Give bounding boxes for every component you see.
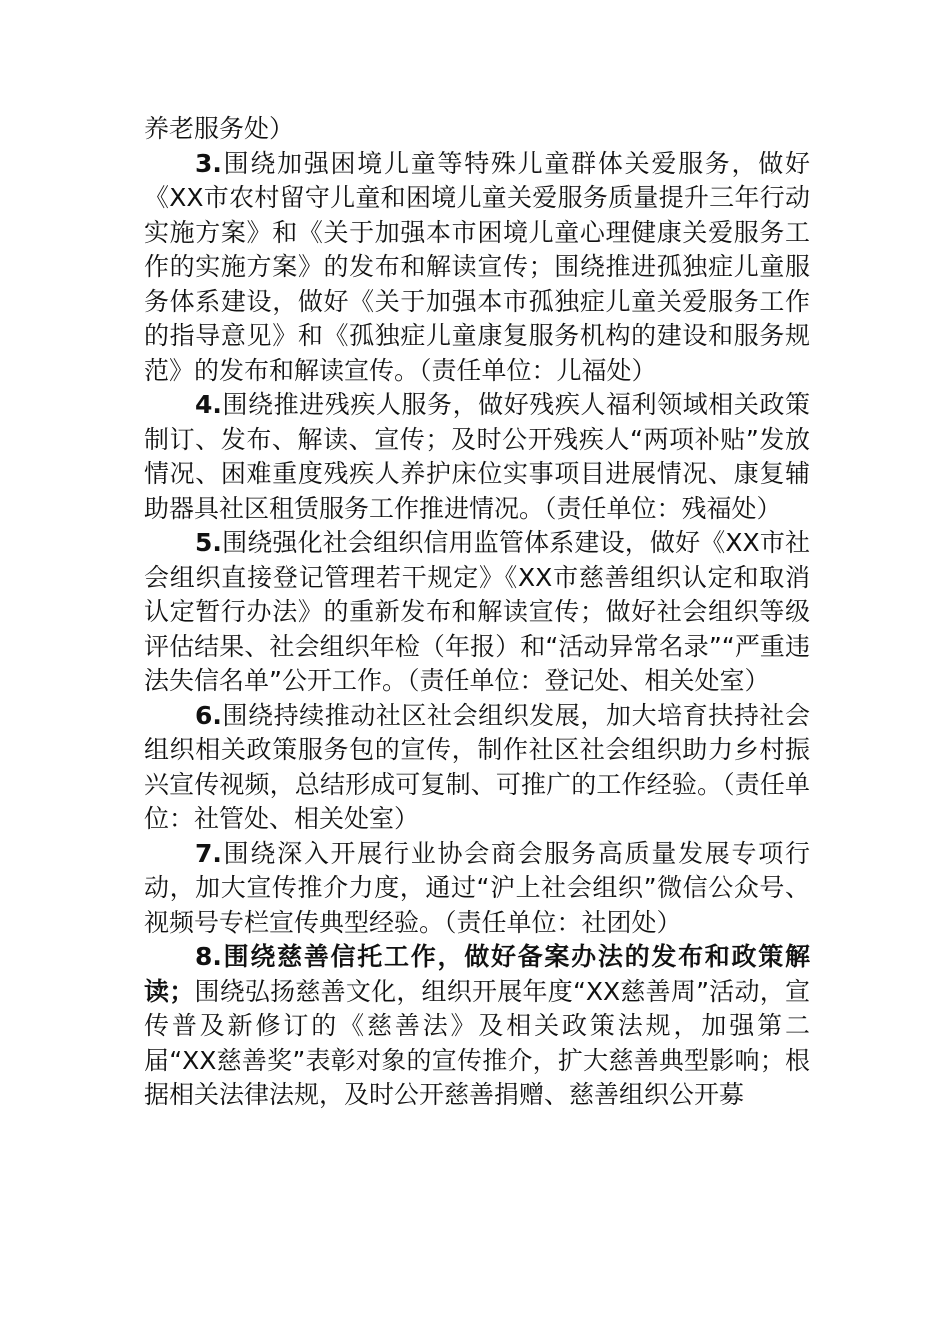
item-number: 5.	[195, 528, 222, 557]
paragraph-item-6	[144, 699, 810, 837]
bold-lead-text: 围绕慈善信托工作，做好备案办法的发布和政策解读；	[144, 942, 810, 1006]
paragraph-item-7	[144, 837, 810, 941]
item-number: 3.	[195, 148, 222, 178]
document-page	[144, 112, 810, 1113]
item-number: 8.	[195, 942, 222, 971]
paragraph-continuation	[144, 112, 810, 147]
paragraph-item-5	[144, 526, 810, 699]
paragraph-text: 围绕持续推动社区社会组织发展，加大培育扶持社会组织相关政策服务包的宣传，制作社区社会组织助力乡村振兴宣传视频，总结形成可复制、可推广的工作经验。（责任单位：社管处、相关处室）	[144, 700, 810, 833]
item-number: 6.	[195, 700, 222, 730]
paragraph-text: 围绕强化社会组织信用监管体系建设，做好《XX市社会组织直接登记管理若干规定》《XX市慈善组织认定和取消认定暂行办法》的重新发布和解读宣传；做好社会组织等级评估结果、社会组织年检（年报）和“活动异常名录”“严重违法失信名单”公开工作。（责任单位：登记处、相关处室）	[144, 528, 810, 695]
paragraph-text: 围绕加强困境儿童等特殊儿童群体关爱服务，做好《XX市农村留守儿童和困境儿童关爱服务质量提升三年行动实施方案》和《关于加强本市困境儿童心理健康关爱服务工作的实施方案》的发布和解读宣传；围绕推进孤独症儿童服务体系建设，做好《关于加强本市孤独症儿童关爱服务工作的指导意见》和《孤独症儿童康复服务机构的建设和服务规范》的发布和解读宣传。（责任单位：儿福处）	[144, 148, 810, 385]
item-number: 7.	[195, 838, 222, 868]
paragraph-item-3	[144, 147, 810, 389]
paragraph-item-4	[144, 388, 810, 526]
paragraph-item-8	[144, 940, 810, 1113]
paragraph-text: 围绕深入开展行业协会商会服务高质量发展专项行动，加大宣传推介力度，通过“沪上社会组织”微信公众号、视频号专栏宣传典型经验。（责任单位：社团处）	[144, 838, 810, 937]
paragraph-text: 围绕弘扬慈善文化，组织开展年度“XX慈善周”活动，宣传普及新修订的《慈善法》及相关政策法规，加强第二届“XX慈善奖”表彰对象的宣传推介，扩大慈善典型影响；根据相关法律法规，及时公开慈善捐赠、慈善组织公开募	[144, 976, 810, 1109]
paragraph-text: 养老服务处）	[144, 114, 295, 143]
item-number: 4.	[195, 390, 222, 419]
paragraph-text: 围绕推进残疾人服务，做好残疾人福利领域相关政策制订、发布、解读、宣传；及时公开残疾人“两项补贴”发放情况、困难重度残疾人养护床位实事项目进展情况、康复辅助器具社区租赁服务工作推进情况。（责任单位：残福处）	[144, 390, 810, 523]
